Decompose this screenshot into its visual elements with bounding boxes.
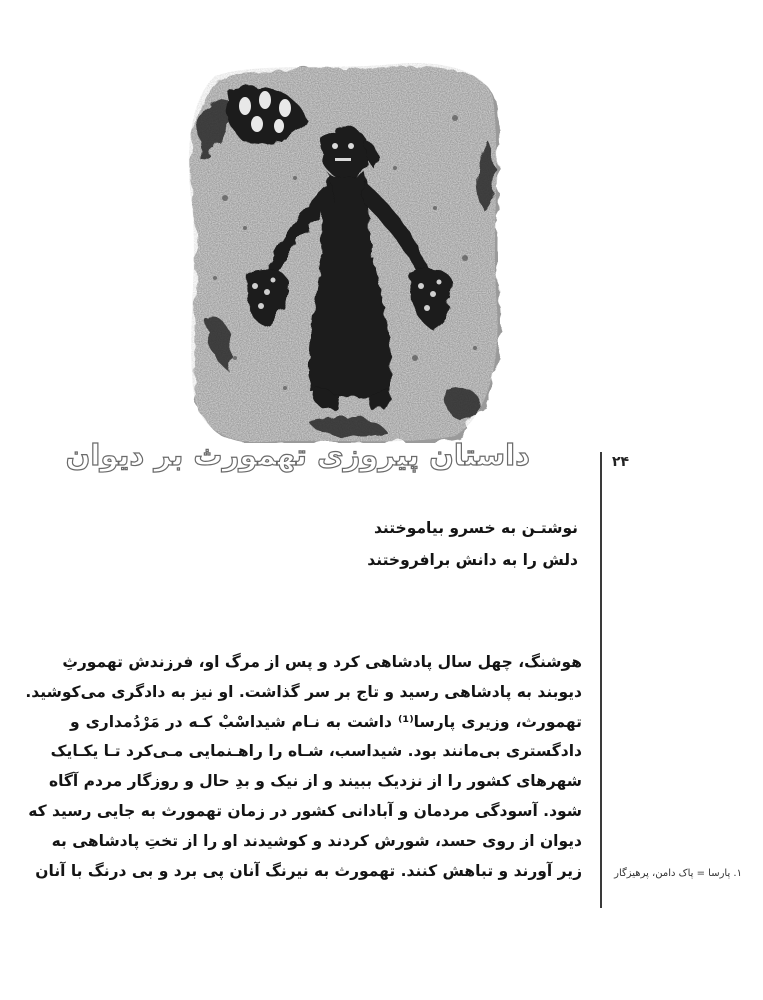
- paragraph-line: دیوبند به پادشاهی رسید و تاج بر سر گذاشت. او نیز به دادگری می‌کوشید.: [25, 682, 582, 701]
- paragraph-line: هوشنگ، چهل سال پادشاهی کرد و پس از مرگ او، فرزندش تهمورثِ: [62, 653, 582, 671]
- footnote: ۱. پارسا = پاک دامن، پرهیزگار: [614, 868, 742, 879]
- verse-couplet: [330, 512, 578, 576]
- paragraph-line: دیوان از روی حسد، شورش کردند و کوشیدند او را از تختِ پادشاهی به: [51, 831, 582, 850]
- paragraph-line: شهرهای کشور را از نزدیک ببیند و از نیک و بدِ حال و روزگار مردم آگاه: [48, 772, 582, 791]
- stone-relief-illustration: [185, 58, 503, 443]
- page-number: ۲۴: [612, 454, 630, 470]
- chapter-title: داستان پیروزی تهمورث بر دیوان: [65, 438, 530, 472]
- body-paragraph: [25, 648, 582, 886]
- verse-line: دلش را به دانش برافروختند: [367, 551, 578, 569]
- margin-divider: [600, 452, 602, 908]
- paragraph-line: تهمورث، وزیری پارسا⁽¹⁾ داشت به نـام شیداسْبْ کـه در مَرْدُمداری و: [70, 712, 582, 731]
- paragraph-line: شود. آسودگی مردمان و آبادانی کشور در زمان تهمورث به جایی رسید که: [28, 801, 582, 820]
- paragraph-line: دادگستری بی‌مانند بود. شیداسب، شـاه را راهـنمایی مـی‌کرد تـا یکـایک: [50, 742, 582, 761]
- verse-line: نوشتـن به خسرو بیاموختند: [373, 519, 578, 537]
- paragraph-line: زیر آورند و تباهش کنند. تهمورث به نیرنگ آنان پی برد و بی درنگ با آنان: [35, 861, 582, 880]
